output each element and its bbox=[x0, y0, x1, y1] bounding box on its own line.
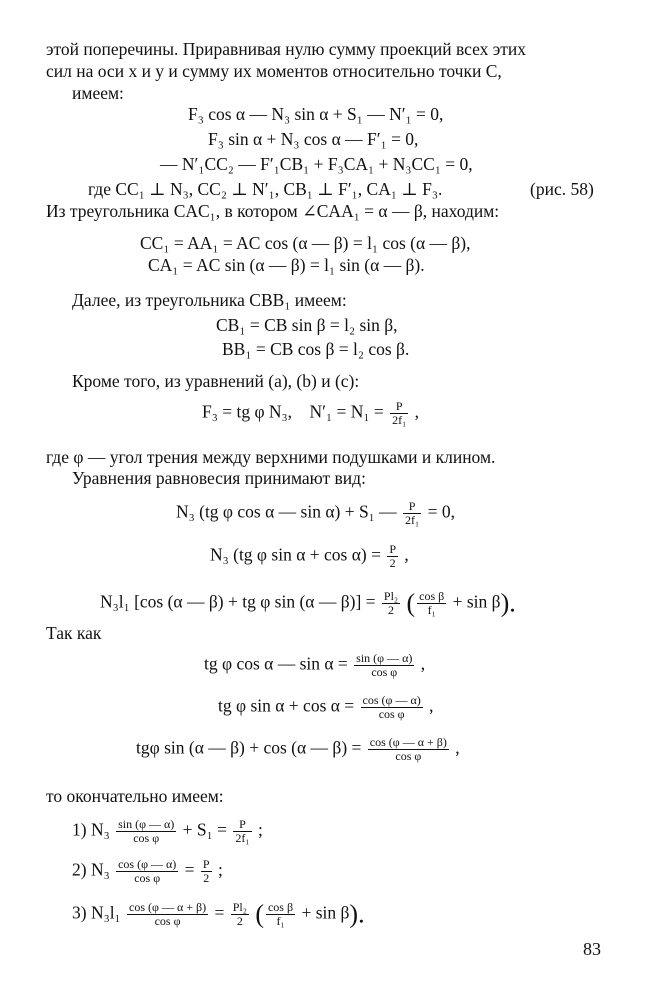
numbered-equation: 3) N₃l₁ $\frac{\cos (\varphi — \alpha + \beta)}{\text{cos φ}}$ = $\frac{\text{Pl₂}}{2}$ ( $\frac{\text{cos β}}{\text{f₁}}$ + sin β). bbox=[72, 899, 365, 929]
equation: N₃ (tg φ sin α + cos α) = $\frac{P}{2}$ , bbox=[210, 542, 409, 570]
text-line: Далее, из треугольника CBB₁ имеем: bbox=[72, 290, 347, 310]
fraction: $\frac{P}{2}$ bbox=[202, 857, 210, 885]
fraction: $\frac{\cos (\varphi — \alpha)}{\text{cos φ}}$ bbox=[362, 693, 421, 721]
text-line: Уравнения равновесия принимают вид: bbox=[72, 468, 366, 488]
equation: F₃ cos α — N₃ sin α + S₁ — N′₁ = 0, bbox=[188, 104, 444, 124]
text-line: где φ — угол трения между верхними подушками и клином. bbox=[46, 447, 496, 467]
equation: CB₁ = CB sin β = l₂ sin β, bbox=[216, 315, 398, 335]
fraction: $\frac{\cos (\varphi — \alpha + \beta)}{\text{cos φ}}$ bbox=[129, 900, 207, 928]
fraction: $\frac{P}{\text{2f₁}}$ bbox=[405, 499, 420, 527]
equation: tg φ sin α + cos α = $\frac{\cos (\varphi — \alpha)}{\text{cos φ}}$ , bbox=[218, 693, 434, 721]
numbered-equation: 1) N₃ $\frac{\sin (\varphi — \alpha)}{\text{cos φ}}$ + S₁ = $\frac{P}{\text{2f₁}}$ ; bbox=[72, 817, 263, 845]
text-line: сил на оси x и y и сумму их моментов относительно точки C, bbox=[46, 61, 502, 81]
fraction: $\frac{\sin (\varphi — \alpha)}{\text{cos φ}}$ bbox=[118, 817, 175, 845]
equation: BB₁ = CB cos β = l₂ cos β. bbox=[222, 339, 410, 359]
text-line: этой поперечины. Приравнивая нулю сумму проекций всех этих bbox=[46, 39, 527, 59]
fraction: $\frac{P}{2}$ bbox=[389, 542, 396, 570]
page-number: 83 bbox=[583, 939, 601, 959]
numbered-equation: 2) N₃ $\frac{\cos (\varphi — \alpha)}{\text{cos φ}}$ = $\frac{P}{2}$ ; bbox=[72, 857, 223, 885]
fraction: $\frac{P}{\text{2f₁}}$ bbox=[235, 817, 250, 845]
text-line: Так как bbox=[46, 623, 102, 643]
text-line: имеем: bbox=[72, 83, 124, 103]
fraction: $\frac{\text{Pl₂}}{2}$ bbox=[383, 589, 399, 617]
perpendicular-relations: где CC₁ ⊥ N₃, CC₂ ⊥ N′₁, CB₁ ⊥ F′₁, CA₁ ⊥ F₃. bbox=[88, 179, 443, 199]
equation: tgφ sin (α — β) + cos (α — β) = $\frac{\cos (\varphi — \alpha + \beta)}{\text{cos φ}}$ , bbox=[136, 735, 460, 763]
equation: F₃ sin α + N₃ cos α — F′₁ = 0, bbox=[208, 129, 419, 149]
equation: CC₁ = AA₁ = AC cos (α — β) = l₁ cos (α — β), bbox=[140, 233, 471, 253]
equation: F₃ = tg φ N₃, N′₁ = N₁ = $\frac{P}{\text{2f₁}}$ , bbox=[202, 399, 420, 427]
equation: CA₁ = AC sin (α — β) = l₁ sin (α — β). bbox=[148, 255, 425, 275]
equation: N₃l₁ [cos (α — β) + tg φ sin (α — β)] = $\frac{\text{Pl₂}}{2}$ ( $\frac{\text{cos β}}{\text{f₁}}$ + sin β). bbox=[100, 588, 516, 618]
equation: tg φ cos α — sin α = $\frac{\sin (\varphi — \alpha)}{\text{cos φ}}$ , bbox=[204, 651, 426, 679]
fraction: $\frac{\text{cos β}}{\text{f₁}}$ bbox=[419, 589, 445, 617]
equation: N₃ (tg φ cos α — sin α) + S₁ — $\frac{P}{\text{2f₁}}$ = 0, bbox=[176, 499, 455, 527]
text-line: Из треугольника CAC₁, в котором ∠CAA₁ = α — β, находим: bbox=[46, 201, 500, 221]
fraction: $\frac{\text{Pl₂}}{2}$ bbox=[232, 900, 247, 928]
text-line: Кроме того, из уравнений (a), (b) и (c): bbox=[72, 371, 360, 391]
fraction: $\frac{\sin (\varphi — \alpha)}{\text{cos φ}}$ bbox=[356, 651, 413, 679]
text-line: то окончательно имеем: bbox=[46, 786, 224, 806]
fraction: $\frac{\cos (\varphi — \alpha)}{\text{cos φ}}$ bbox=[118, 857, 177, 885]
equation: — N′₁CC₂ — F′₁CB₁ + F₃CA₁ + N₃CC₁ = 0, bbox=[160, 154, 473, 174]
fraction: $\frac{\cos (\varphi — \alpha + \beta)}{\text{cos φ}}$ bbox=[369, 735, 447, 763]
fraction: $\frac{\text{cos β}}{\text{f₁}}$ bbox=[267, 900, 294, 928]
figure-reference: (рис. 58) bbox=[530, 179, 594, 199]
fraction: $\frac{P}{\text{2f₁}}$ bbox=[392, 399, 407, 427]
